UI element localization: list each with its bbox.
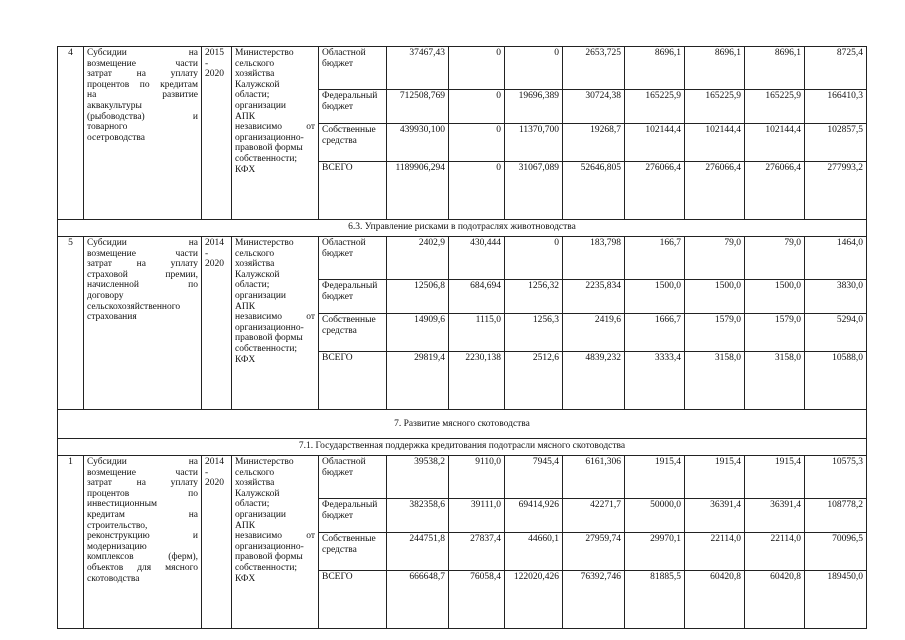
row-number: 4 — [58, 47, 84, 220]
funding-source: Областной бюджет — [319, 456, 387, 499]
amount-cell: 277993,2 — [805, 162, 867, 220]
description-line: договору — [87, 290, 124, 301]
description-line: скотоводства — [87, 573, 140, 584]
executor-line: области; — [235, 90, 270, 101]
amount-cell: 1189906,294 — [387, 162, 449, 220]
amount-cell: 166,7 — [625, 237, 685, 280]
amount-cell: 76392,746 — [563, 571, 625, 629]
table-row — [58, 237, 867, 280]
amount-cell: 102144,4 — [745, 124, 805, 162]
period-line: 2014 — [205, 238, 224, 248]
amount-cell: 9110,0 — [449, 456, 505, 499]
amount-cell: 5294,0 — [805, 314, 867, 352]
description-line: строительство, — [87, 520, 148, 531]
executor — [232, 456, 319, 629]
measure-description — [84, 47, 202, 220]
description-line: кредитам на — [87, 509, 198, 520]
funding-source: Областной бюджет — [319, 47, 387, 90]
executor-line: собственности; — [235, 153, 298, 164]
period-line: 2014 — [205, 457, 224, 467]
amount-cell: 1579,0 — [685, 314, 745, 352]
executor-line: хозяйства — [235, 259, 275, 270]
description-line: затрат на уплату — [87, 478, 198, 489]
amount-cell: 39538,2 — [387, 456, 449, 499]
executor-line: организации — [235, 290, 287, 301]
amount-cell: 6161,306 — [563, 456, 625, 499]
executor — [232, 237, 319, 410]
table-row — [58, 456, 867, 499]
amount-cell: 0 — [449, 90, 505, 124]
executor-line: организационно- — [235, 541, 304, 552]
executor-line: организационно- — [235, 132, 304, 143]
period — [202, 456, 232, 629]
description-line: реконструкцию и — [87, 531, 198, 542]
amount-cell: 3830,0 — [805, 280, 867, 314]
amount-cell: 10575,3 — [805, 456, 867, 499]
executor-line: сельского — [235, 467, 275, 478]
amount-cell: 29819,4 — [387, 352, 449, 410]
description-line: возмещение части — [87, 467, 198, 478]
executor-line: АПК — [235, 520, 256, 531]
description-line: начисленной по — [87, 280, 198, 291]
amount-cell: 27959,74 — [563, 533, 625, 571]
executor-line: организации — [235, 100, 287, 111]
amount-cell: 37467,43 — [387, 47, 449, 90]
amount-cell: 31067,089 — [505, 162, 563, 220]
description-line: на развитие — [87, 90, 198, 101]
funding-source: Федеральный бюджет — [319, 90, 387, 124]
row-number: 1 — [58, 456, 84, 629]
amount-cell: 3333,4 — [625, 352, 685, 410]
executor-line: Калужской — [235, 269, 280, 280]
executor-line: области; — [235, 499, 270, 510]
measure-description — [84, 237, 202, 410]
executor-line: Калужской — [235, 488, 280, 499]
executor-line: КФХ — [235, 354, 256, 365]
amount-cell: 8696,1 — [625, 47, 685, 90]
description-line: объектов для мясного — [87, 562, 198, 573]
amount-cell: 79,0 — [685, 237, 745, 280]
description-line: инвестиционным — [87, 499, 157, 510]
amount-cell: 165225,9 — [685, 90, 745, 124]
amount-cell: 102857,5 — [805, 124, 867, 162]
amount-cell: 81885,5 — [625, 571, 685, 629]
period-line: 2020 — [205, 478, 224, 489]
amount-cell: 2653,725 — [563, 47, 625, 90]
amount-cell: 102144,4 — [685, 124, 745, 162]
amount-cell: 10588,0 — [805, 352, 867, 410]
executor-line: независимо от — [235, 312, 315, 323]
amount-cell: 1500,0 — [685, 280, 745, 314]
amount-cell: 1115,0 — [449, 314, 505, 352]
description-line: процентов по — [87, 488, 198, 499]
description-line: возмещение части — [87, 248, 198, 259]
funding-source: Собственные средства — [319, 314, 387, 352]
amount-cell: 3158,0 — [745, 352, 805, 410]
period-line: 2020 — [205, 69, 224, 80]
measure-description — [84, 456, 202, 629]
funding-source: ВСЕГО — [319, 162, 387, 220]
amount-cell: 276066,4 — [685, 162, 745, 220]
amount-cell: 276066,4 — [625, 162, 685, 220]
amount-cell: 1579,0 — [745, 314, 805, 352]
amount-cell: 29970,1 — [625, 533, 685, 571]
amount-cell: 1256,3 — [505, 314, 563, 352]
amount-cell: 1915,4 — [685, 456, 745, 499]
funding-source: Областной бюджет — [319, 237, 387, 280]
period-line: - — [205, 58, 209, 69]
description-line: осетроводства — [87, 132, 145, 143]
executor-line: организации — [235, 509, 287, 520]
amount-cell: 439930,100 — [387, 124, 449, 162]
funding-source: Федеральный бюджет — [319, 499, 387, 533]
amount-cell: 8725,4 — [805, 47, 867, 90]
section-row — [58, 410, 867, 439]
executor-line: Министерство — [235, 48, 294, 58]
amount-cell: 36391,4 — [745, 499, 805, 533]
amount-cell: 166410,3 — [805, 90, 867, 124]
funding-source: ВСЕГО — [319, 571, 387, 629]
section-title: 7.1. Государственная поддержка кредитования подотрасли мясного скотоводства — [58, 439, 867, 456]
amount-cell: 1915,4 — [625, 456, 685, 499]
executor-line: АПК — [235, 301, 256, 312]
executor-line: КФХ — [235, 573, 256, 584]
executor-line: Министерство — [235, 457, 294, 467]
amount-cell: 1666,7 — [625, 314, 685, 352]
amount-cell: 11370,700 — [505, 124, 563, 162]
executor-line: независимо от — [235, 531, 315, 542]
period-line: 2020 — [205, 259, 224, 270]
table-row — [58, 47, 867, 90]
description-line: страхования — [87, 312, 137, 323]
executor-line: собственности; — [235, 562, 298, 573]
amount-cell: 30724,38 — [563, 90, 625, 124]
row-number: 5 — [58, 237, 84, 410]
amount-cell: 102144,4 — [625, 124, 685, 162]
amount-cell: 60420,8 — [685, 571, 745, 629]
description-line: модернизацию — [87, 541, 147, 552]
executor-line: АПК — [235, 111, 256, 122]
amount-cell: 22114,0 — [685, 533, 745, 571]
amount-cell: 12506,8 — [387, 280, 449, 314]
amount-cell: 42271,7 — [563, 499, 625, 533]
amount-cell: 14909,6 — [387, 314, 449, 352]
description-line: (рыбоводства) и — [87, 111, 198, 122]
amount-cell: 165225,9 — [625, 90, 685, 124]
funding-source: ВСЕГО — [319, 352, 387, 410]
amount-cell: 666648,7 — [387, 571, 449, 629]
section-row — [58, 439, 867, 456]
executor-line: сельского — [235, 58, 275, 69]
amount-cell: 244751,8 — [387, 533, 449, 571]
amount-cell: 0 — [505, 47, 563, 90]
description-line: страховой премии, — [87, 269, 198, 280]
description-line: комплексов (ферм), — [87, 552, 198, 563]
period-line: - — [205, 467, 209, 478]
executor-line: собственности; — [235, 343, 298, 354]
amount-cell: 1464,0 — [805, 237, 867, 280]
amount-cell: 108778,2 — [805, 499, 867, 533]
description-line: возмещение части — [87, 58, 198, 69]
amount-cell: 2419,6 — [563, 314, 625, 352]
amount-cell: 712508,769 — [387, 90, 449, 124]
amount-cell: 39111,0 — [449, 499, 505, 533]
executor-line: правовой формы — [235, 552, 303, 563]
description-line: товарного — [87, 122, 128, 133]
funding-source: Федеральный бюджет — [319, 280, 387, 314]
executor-line: правовой формы — [235, 143, 303, 154]
amount-cell: 2512,6 — [505, 352, 563, 410]
executor-line: КФХ — [235, 164, 256, 175]
amount-cell: 0 — [505, 237, 563, 280]
amount-cell: 165225,9 — [745, 90, 805, 124]
period — [202, 237, 232, 410]
funding-source: Собственные средства — [319, 533, 387, 571]
amount-cell: 79,0 — [745, 237, 805, 280]
description-line: Субсидии на — [87, 457, 198, 467]
amount-cell: 76058,4 — [449, 571, 505, 629]
executor-line: Калужской — [235, 79, 280, 90]
amount-cell: 1256,32 — [505, 280, 563, 314]
period — [202, 47, 232, 220]
executor — [232, 47, 319, 220]
amount-cell: 122020,426 — [505, 571, 563, 629]
amount-cell: 1915,4 — [745, 456, 805, 499]
amount-cell: 7945,4 — [505, 456, 563, 499]
description-line: Субсидии на — [87, 238, 198, 248]
executor-line: области; — [235, 280, 270, 291]
description-line: процентов по кредитам — [87, 79, 198, 90]
amount-cell: 1500,0 — [625, 280, 685, 314]
executor-line: независимо от — [235, 122, 315, 133]
amount-cell: 8696,1 — [745, 47, 805, 90]
amount-cell: 684,694 — [449, 280, 505, 314]
period-line: 2015 — [205, 48, 224, 58]
amount-cell: 4839,232 — [563, 352, 625, 410]
amount-cell: 2230,138 — [449, 352, 505, 410]
executor-line: хозяйства — [235, 69, 275, 80]
amount-cell: 2402,9 — [387, 237, 449, 280]
amount-cell: 60420,8 — [745, 571, 805, 629]
period-line: - — [205, 248, 209, 259]
amount-cell: 44660,1 — [505, 533, 563, 571]
executor-line: правовой формы — [235, 333, 303, 344]
description-line: Субсидии на — [87, 48, 198, 58]
section-title: 6.3. Управление рисками в подотраслях животноводства — [58, 220, 867, 237]
amount-cell: 22114,0 — [745, 533, 805, 571]
amount-cell: 27837,4 — [449, 533, 505, 571]
amount-cell: 0 — [449, 162, 505, 220]
description-line: сельскохозяйственного — [87, 301, 181, 312]
amount-cell: 50000,0 — [625, 499, 685, 533]
amount-cell: 0 — [449, 124, 505, 162]
amount-cell: 36391,4 — [685, 499, 745, 533]
amount-cell: 52646,805 — [563, 162, 625, 220]
amount-cell: 382358,6 — [387, 499, 449, 533]
amount-cell: 183,798 — [563, 237, 625, 280]
amount-cell: 2235,834 — [563, 280, 625, 314]
executor-line: Министерство — [235, 238, 294, 248]
amount-cell: 70096,5 — [805, 533, 867, 571]
amount-cell: 19696,389 — [505, 90, 563, 124]
amount-cell: 19268,7 — [563, 124, 625, 162]
executor-line: организационно- — [235, 322, 304, 333]
funding-source: Собственные средства — [319, 124, 387, 162]
amount-cell: 430,444 — [449, 237, 505, 280]
executor-line: хозяйства — [235, 478, 275, 489]
description-line: затрат на уплату — [87, 69, 198, 80]
amount-cell: 8696,1 — [685, 47, 745, 90]
amount-cell: 276066,4 — [745, 162, 805, 220]
description-line: затрат на уплату — [87, 259, 198, 270]
amount-cell: 3158,0 — [685, 352, 745, 410]
executor-line: сельского — [235, 248, 275, 259]
program-table — [57, 46, 867, 629]
amount-cell: 1500,0 — [745, 280, 805, 314]
amount-cell: 69414,926 — [505, 499, 563, 533]
amount-cell: 189450,0 — [805, 571, 867, 629]
section-row — [58, 220, 867, 237]
section-title: 7. Развитие мясного скотоводства — [58, 410, 867, 439]
amount-cell: 0 — [449, 47, 505, 90]
description-line: аквакультуры — [87, 100, 142, 111]
